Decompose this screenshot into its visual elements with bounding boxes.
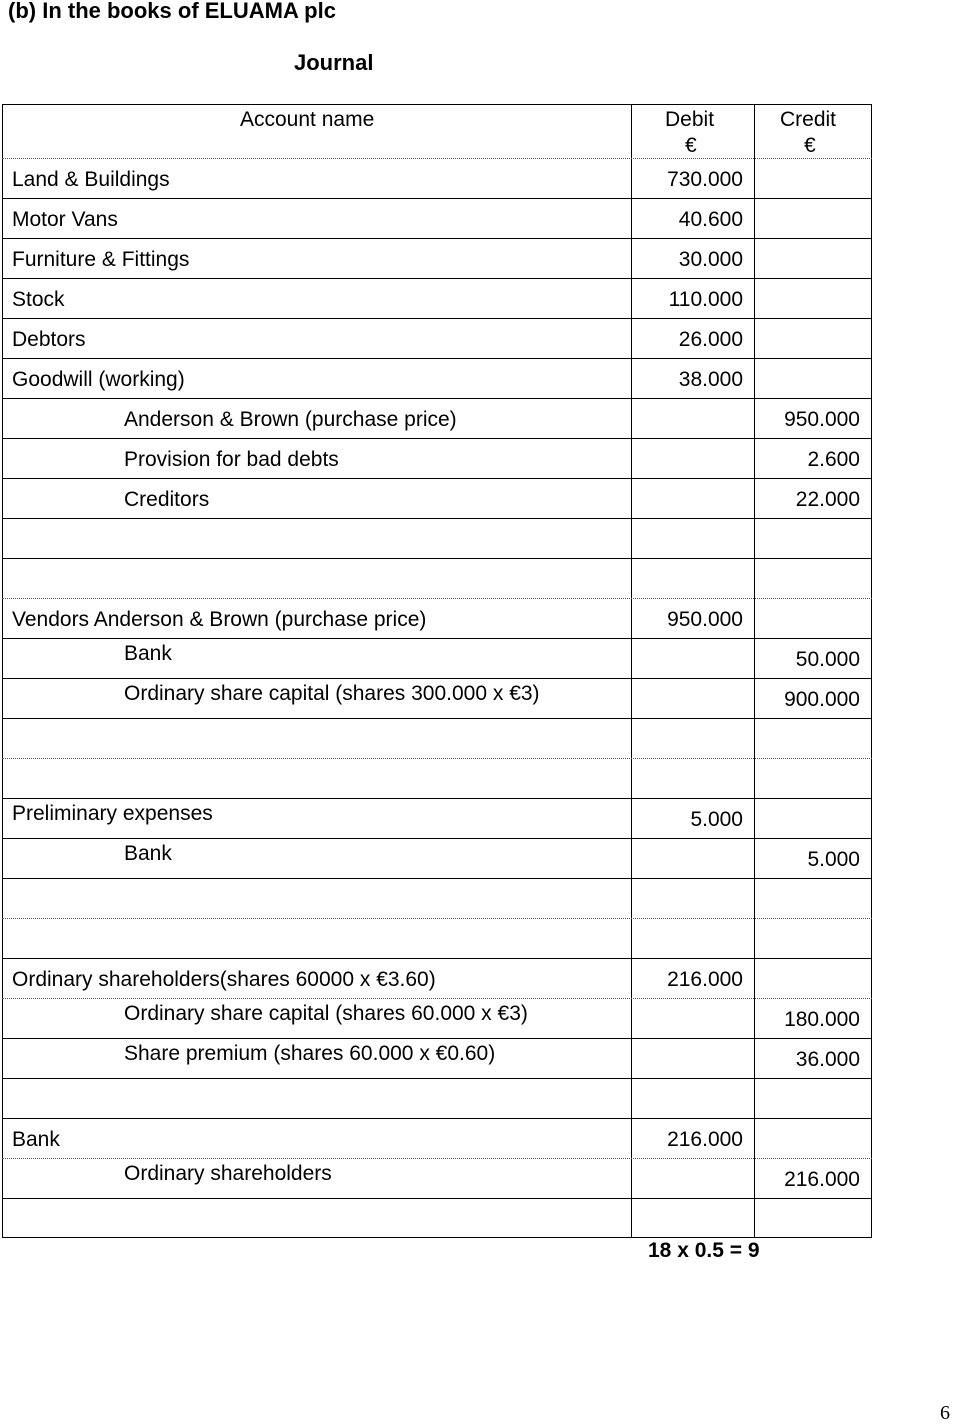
- debit-amount: 5.000: [690, 808, 743, 831]
- column-header-credit: Credit: [780, 108, 837, 131]
- account-name: Bank: [12, 1128, 60, 1151]
- account-name: Stock: [12, 288, 65, 311]
- account-name: Furniture & Fittings: [12, 248, 190, 271]
- section-heading: (b) In the books of ELUAMA plc: [8, 0, 336, 23]
- debit-amount: 38.000: [678, 368, 743, 391]
- account-name: Bank: [124, 842, 172, 865]
- account-name: Ordinary share capital (shares 300.000 x €3): [124, 682, 540, 705]
- credit-amount: 900.000: [784, 688, 860, 711]
- credit-amount: 50.000: [795, 648, 860, 671]
- account-name: Ordinary share capital (shares 60.000 x €3): [124, 1002, 528, 1025]
- euro-symbol: €: [685, 134, 697, 157]
- credit-amount: 22.000: [795, 488, 860, 511]
- journal-table: [2, 104, 872, 1238]
- credit-amount: 180.000: [784, 1008, 860, 1031]
- account-name: Share premium (shares 60.000 x €0.60): [124, 1042, 496, 1065]
- debit-amount: 26.000: [678, 328, 743, 351]
- account-name: Goodwill (working): [12, 368, 185, 391]
- journal-title: Journal: [294, 50, 374, 75]
- account-name: Creditors: [124, 488, 210, 511]
- column-header-account: Account name: [240, 108, 375, 131]
- debit-amount: 216.000: [667, 968, 743, 991]
- credit-amount: 5.000: [807, 848, 860, 871]
- marks-total: 18 x 0.5 = 9: [648, 1239, 760, 1262]
- account-name: Bank: [124, 642, 172, 665]
- account-name: Ordinary shareholders(shares 60000 x €3.60): [12, 968, 436, 991]
- table-border: [2, 104, 872, 1238]
- credit-amount: 36.000: [795, 1048, 860, 1071]
- page-number: 6: [940, 1402, 950, 1424]
- debit-column-divider: [631, 104, 632, 1238]
- debit-amount: 110.000: [668, 288, 743, 311]
- credit-amount: 950.000: [784, 408, 860, 431]
- debit-amount: 216.000: [667, 1128, 743, 1151]
- credit-column-divider: [754, 104, 755, 1238]
- debit-amount: 40.600: [678, 208, 743, 231]
- account-name: Debtors: [12, 328, 86, 351]
- debit-amount: 950.000: [667, 608, 743, 631]
- account-name: Motor Vans: [12, 208, 118, 231]
- account-name: Land & Buildings: [12, 168, 170, 191]
- account-name: Preliminary expenses: [12, 802, 213, 825]
- account-name: Vendors Anderson & Brown (purchase price): [12, 608, 427, 631]
- credit-amount: 216.000: [784, 1168, 860, 1191]
- credit-amount: 2.600: [807, 448, 860, 471]
- debit-amount: 730.000: [667, 168, 743, 191]
- euro-symbol: €: [804, 134, 816, 157]
- account-name: Provision for bad debts: [124, 448, 339, 471]
- column-header-debit: Debit: [665, 108, 715, 131]
- account-name: Anderson & Brown (purchase price): [124, 408, 457, 431]
- account-name: Ordinary shareholders: [124, 1162, 332, 1185]
- debit-amount: 30.000: [678, 248, 743, 271]
